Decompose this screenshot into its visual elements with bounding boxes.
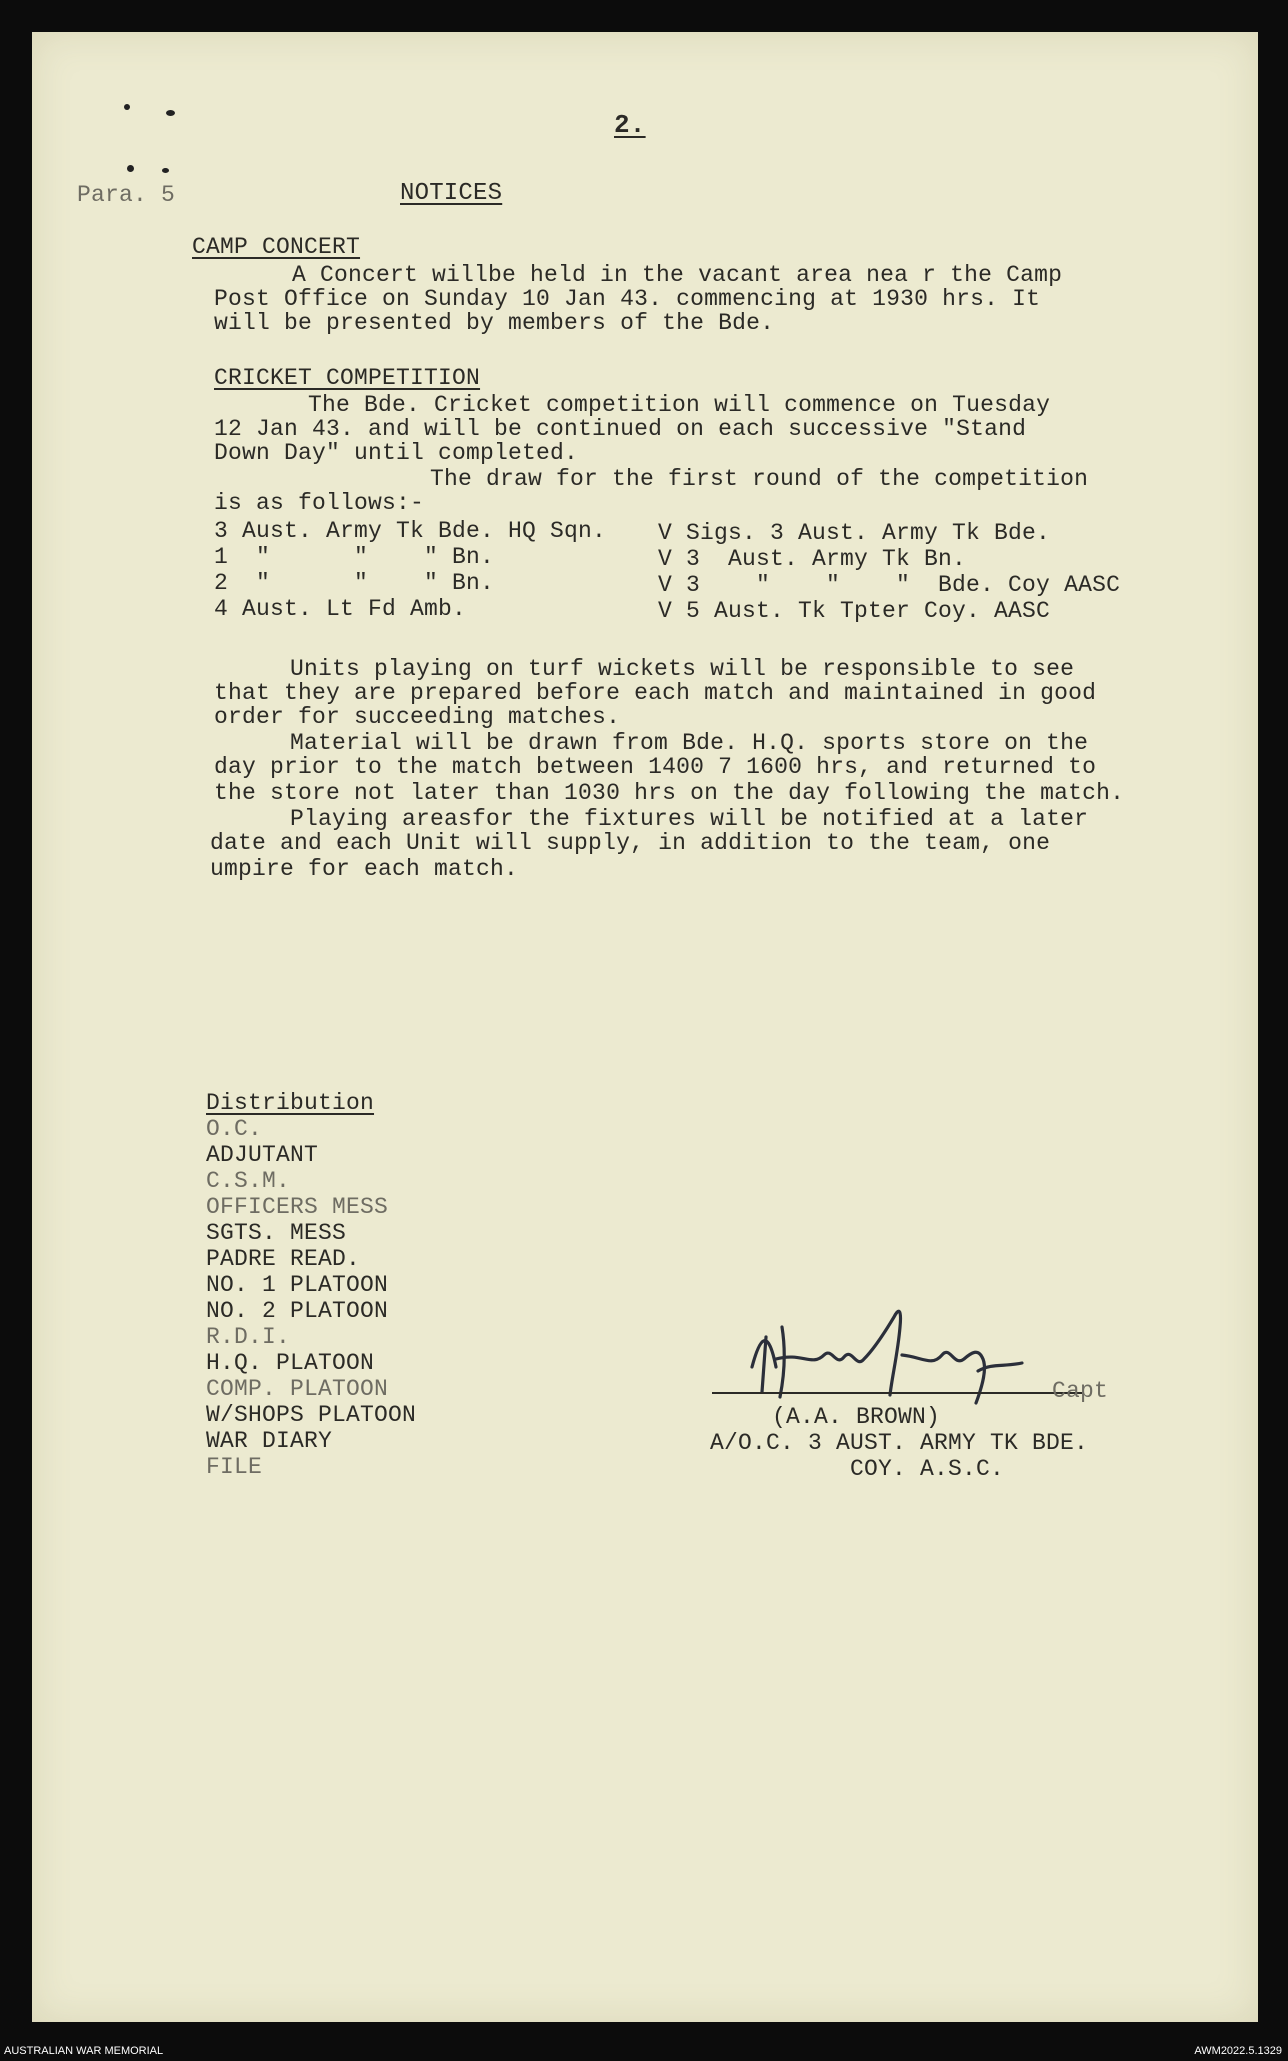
draw-away-team: V 3 Aust. Army Tk Bn. [658, 546, 967, 572]
cricket-paragraph-line: Playing areasfor the fixtures will be notified at a later [290, 806, 1089, 832]
distribution-item: C.S.M. [206, 1168, 291, 1194]
distribution-item: PADRE READ. [206, 1246, 361, 1272]
distribution-item: NO. 2 PLATOON [206, 1298, 389, 1324]
document-page [32, 32, 1258, 2022]
distribution-item: COMP. PLATOON [206, 1376, 389, 1402]
camp-concert-line: will be presented by members of the Bde. [214, 310, 775, 336]
cricket-paragraph-line: umpire for each match. [210, 856, 519, 882]
cricket-paragraph-line: Material will be drawn from Bde. H.Q. sports store on the [290, 730, 1089, 756]
cricket-intro-line: The draw for the first round of the competition [430, 466, 1089, 492]
distribution-item: ADJUTANT [206, 1142, 319, 1168]
signature-title: A/O.C. 3 AUST. ARMY TK BDE. [710, 1430, 1089, 1456]
draw-away-team: V 5 Aust. Tk Tpter Coy. AASC [658, 598, 1051, 624]
distribution-item: W/SHOPS PLATOON [206, 1402, 417, 1428]
cricket-title: CRICKET COMPETITION [214, 365, 481, 391]
distribution-item: R.D.I. [206, 1324, 291, 1350]
distribution-item: OFFICERS MESS [206, 1194, 389, 1220]
draw-home-team: 3 Aust. Army Tk Bde. HQ Sqn. [214, 518, 607, 544]
paragraph-reference: Para. 5 [77, 182, 176, 208]
draw-away-team: V Sigs. 3 Aust. Army Tk Bde. [658, 520, 1051, 546]
ink-mark [162, 168, 169, 173]
draw-home-team: 4 Aust. Lt Fd Amb. [214, 596, 467, 622]
distribution-item: H.Q. PLATOON [206, 1350, 375, 1376]
cricket-paragraph-line: date and each Unit will supply, in addition to the team, one [210, 830, 1051, 856]
cricket-intro-line: 12 Jan 43. and will be continued on each successive "Stand [214, 416, 1027, 442]
draw-away-team: V 3 " " " Bde. Coy AASC [658, 572, 1121, 598]
cricket-paragraph-line: that they are prepared before each match and maintained in good [214, 680, 1097, 706]
signature-rank: Capt [1052, 1378, 1109, 1404]
distribution-item: FILE [206, 1454, 263, 1480]
distribution-item: NO. 1 PLATOON [206, 1272, 389, 1298]
archive-footer-left: AUSTRALIAN WAR MEMORIAL [4, 2045, 164, 2057]
cricket-paragraph-line: the store not later than 1030 hrs on the day following the match. [214, 780, 1125, 806]
archive-footer-right: AWM2022.5.1329 [1194, 2045, 1282, 2057]
cricket-intro-line: is as follows:- [214, 490, 425, 516]
signature-name: (A.A. BROWN) [772, 1404, 941, 1430]
draw-home-team: 1 " " " Bn. [214, 544, 495, 570]
signature-unit: COY. A.S.C. [850, 1456, 1005, 1482]
camp-concert-title: CAMP CONCERT [192, 234, 361, 260]
draw-home-team: 2 " " " Bn. [214, 570, 495, 596]
camp-concert-line: A Concert willbe held in the vacant area nea r the Camp [292, 262, 1063, 288]
distribution-item: SGTS. MESS [206, 1220, 347, 1246]
signature-line [712, 1392, 1082, 1394]
distribution-title: Distribution [206, 1090, 375, 1116]
handwritten-signature [732, 1297, 1072, 1407]
distribution-item: WAR DIARY [206, 1428, 333, 1454]
ink-mark [127, 165, 134, 172]
cricket-intro-line: The Bde. Cricket competition will commence on Tuesday [308, 392, 1051, 418]
camp-concert-line: Post Office on Sunday 10 Jan 43. commencing at 1930 hrs. It [214, 286, 1041, 312]
cricket-intro-line: Down Day" until completed. [214, 440, 579, 466]
cricket-paragraph-line: order for succeeding matches. [214, 704, 621, 730]
cricket-paragraph-line: Units playing on turf wickets will be responsible to see [290, 656, 1075, 682]
notices-heading: NOTICES [400, 180, 503, 207]
distribution-item: O.C. [206, 1116, 263, 1142]
ink-mark [124, 104, 130, 110]
cricket-paragraph-line: day prior to the match between 1400 7 1600 hrs, and returned to [214, 754, 1097, 780]
page-number: 2. [614, 110, 646, 140]
ink-mark [166, 110, 175, 116]
